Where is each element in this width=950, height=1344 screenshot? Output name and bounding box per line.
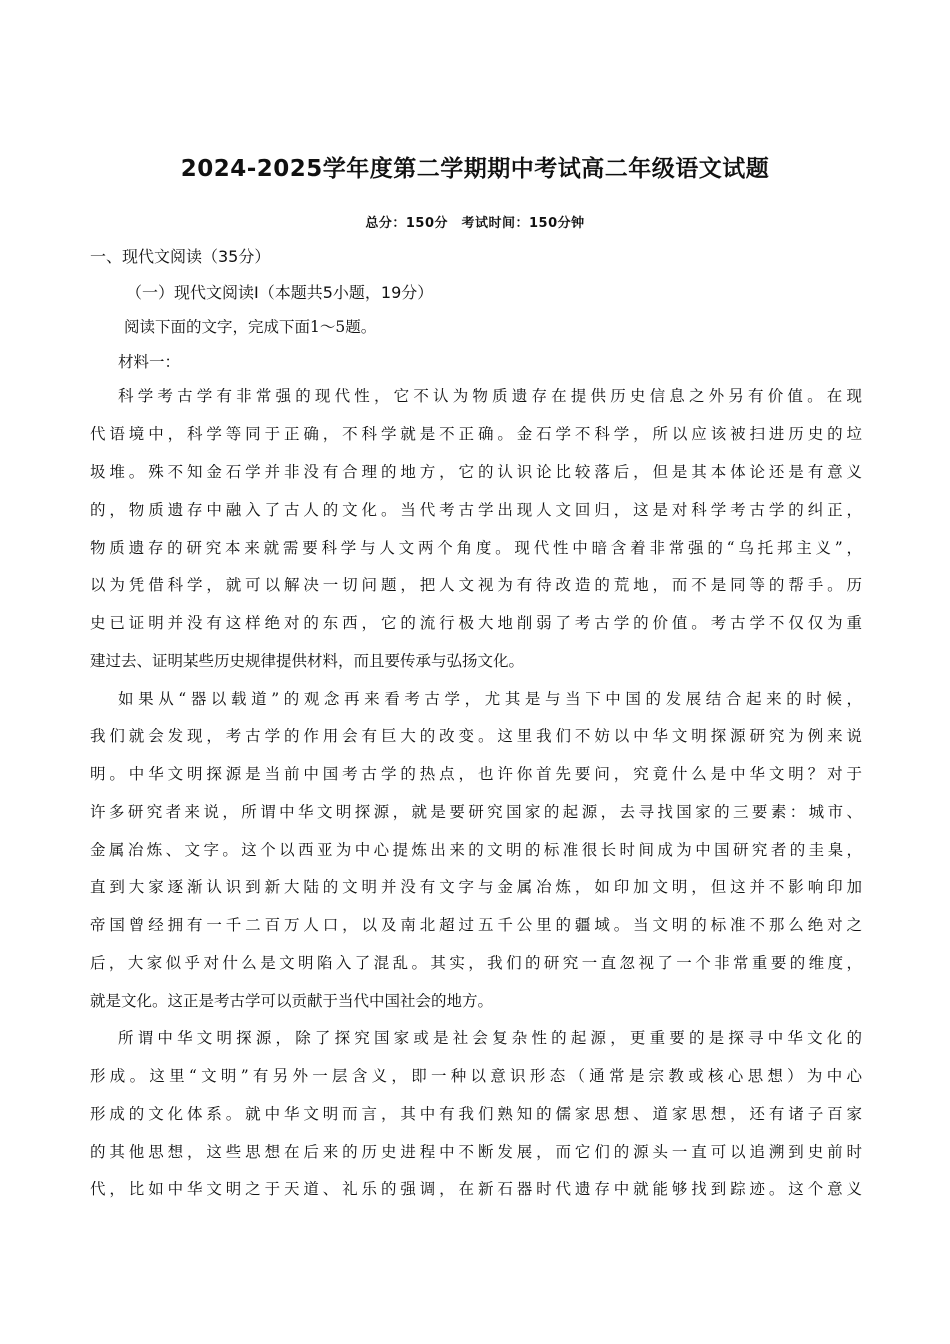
paragraph-line: 形成。这里“文明”有另外一层含义，即一种以意识形态（通常是宗教或核心思想）为中心: [90, 1067, 862, 1085]
exam-title: 2024-2025学年度第二学期期中考试高二年级语文试题: [180, 156, 770, 182]
section-heading: 一、现代文阅读（35分）: [90, 247, 271, 266]
paragraph-line: 圾堆。殊不知金石学并非没有合理的地方，它的认识论比较落后，但是其本体论还是有意义: [90, 463, 862, 481]
subsection-heading: （一）现代文阅读Ⅰ（本题共5小题，19分）: [126, 283, 434, 302]
paragraph-line: 物质遗存的研究本来就需要科学与人文两个角度。现代性中暗含着非常强的“乌托邦主义”，: [90, 539, 862, 557]
paragraph-line: 代语境中，科学等同于正确，不科学就是不正确。金石学不科学，所以应该被扫进历史的垃: [90, 425, 862, 443]
reading-instruction: 阅读下面的文字，完成下面1～5题。: [124, 318, 377, 336]
paragraph-line: 明。中华文明探源是当前中国考古学的热点，也许你首先要问，究竟什么是中华文明？对于: [90, 765, 862, 783]
paragraph-line: 的，物质遗存中融入了古人的文化。当代考古学出现人文回归，这是对科学考古学的纠正，: [90, 501, 862, 519]
paragraph-line: 金属冶炼、文字。这个以西亚为中心提炼出来的文明的标准很长时间成为中国研究者的圭臬，: [90, 841, 862, 859]
paragraph-line: 所谓中华文明探源，除了探究国家或是社会复杂性的起源，更重要的是探寻中华文化的: [118, 1029, 862, 1047]
paragraph-line: 形成的文化体系。就中华文明而言，其中有我们熟知的儒家思想、道家思想，还有诸子百家: [90, 1105, 862, 1123]
paragraph-line: 后，大家似乎对什么是文明陷入了混乱。其实，我们的研究一直忽视了一个非常重要的维度，: [90, 954, 862, 972]
paragraph-line: 帝国曾经拥有一千二百万人口，以及南北超过五千公里的疆域。当文明的标准不那么绝对之: [90, 916, 862, 934]
exam-meta: 总分：150分 考试时间：150分钟: [365, 216, 585, 231]
paragraph-line: 直到大家逐渐认识到新大陆的文明并没有文字与金属冶炼，如印加文明，但这并不影响印加: [90, 878, 862, 896]
paragraph-line: 史已证明并没有这样绝对的东西，它的流行极大地削弱了考古学的价值。考古学不仅仅为重: [90, 614, 862, 632]
paragraph-line: 我们就会发现，考古学的作用会有巨大的改变。这里我们不妨以中华文明探源研究为例来说: [90, 727, 862, 745]
paragraph-line: 的其他思想，这些思想在后来的历史进程中不断发展，而它们的源头一直可以追溯到史前时: [90, 1143, 862, 1161]
paragraph-line: 许多研究者来说，所谓中华文明探源，就是要研究国家的起源，去寻找国家的三要素：城市、: [90, 803, 862, 821]
paragraph-line: 代，比如中华文明之于天道、礼乐的强调，在新石器时代遗存中就能够找到踪迹。这个意义: [90, 1180, 862, 1198]
paragraph-line: 以为凭借科学，就可以解决一切问题，把人文视为有待改造的荒地，而不是同等的帮手。历: [90, 576, 862, 594]
paragraph-line: 建过去、证明某些历史规律提供材料，而且要传承与弘扬文化。: [90, 652, 525, 670]
material-label: 材料一：: [118, 353, 181, 371]
paragraph-line: 就是文化。这正是考古学可以贡献于当代中国社会的地方。: [90, 992, 494, 1010]
paragraph-line: 如果从“器以载道”的观念再来看考古学，尤其是与当下中国的发展结合起来的时候，: [118, 690, 862, 708]
paragraph-line: 科学考古学有非常强的现代性，它不认为物质遗存在提供历史信息之外另有价值。在现: [118, 387, 862, 405]
